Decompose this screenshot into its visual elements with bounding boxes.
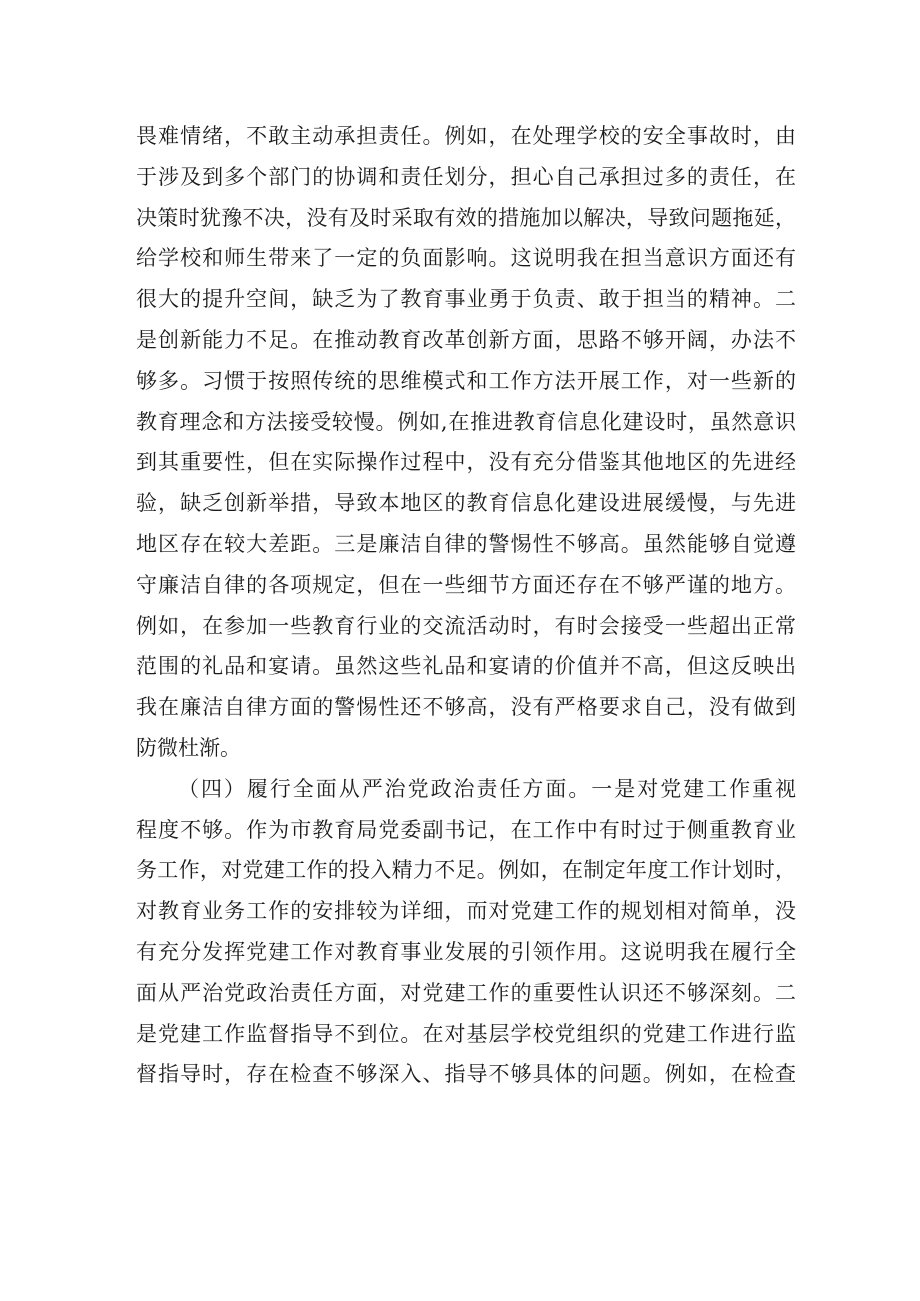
text-line: 对教育业务工作的安排较为详细，而对党建工作的规划相对简单，没 (136, 899, 796, 924)
text-line: 够多。习惯于按照传统的思维模式和工作方法开展工作，对一些新的 (136, 368, 796, 393)
text-line: 有充分发挥党建工作对教育事业发展的引领作用。这说明我在履行全 (136, 939, 796, 964)
text-line: 防微杜渐。 (136, 735, 241, 760)
text-line: 程度不够。作为市教育局党委副书记，在工作中有时过于侧重教育业 (136, 817, 796, 842)
text-line: 决策时犹豫不决，没有及时采取有效的措施加以解决，导致问题拖延， (136, 205, 796, 230)
body-text (136, 116, 796, 1095)
text-line: 到其重要性，但在实际操作过程中，没有充分借鉴其他地区的先进经 (136, 450, 796, 475)
text-line: 范围的礼品和宴请。虽然这些礼品和宴请的价值并不高，但这反映出 (136, 654, 796, 679)
text-line: 是党建工作监督指导不到位。在对基层学校党组织的党建工作进行监 (136, 1021, 796, 1046)
paragraph-1 (136, 116, 796, 769)
text-line: 守廉洁自律的各项规定，但在一些细节方面还存在不够严谨的地方。 (136, 572, 796, 597)
text-line: 于涉及到多个部门的协调和责任划分，担心自己承担过多的责任，在 (136, 164, 796, 189)
text-line: 我在廉洁自律方面的警惕性还不够高，没有严格要求自己，没有做到 (136, 695, 796, 720)
text-line: 例如，在参加一些教育行业的交流活动时，有时会接受一些超出正常 (136, 613, 796, 638)
text-line: 畏难情绪，不敢主动承担责任。例如，在处理学校的安全事故时，由 (136, 124, 796, 148)
paragraph-2 (136, 769, 796, 1095)
text-line: 教育理念和方法接受较慢。例如,在推进教育信息化建设时，虽然意识 (136, 409, 796, 434)
text-line: 督指导时，存在检查不够深入、指导不够具体的问题。例如，在检查 (136, 1062, 796, 1087)
text-line: 地区存在较大差距。三是廉洁自律的警惕性不够高。虽然能够自觉遵 (136, 531, 796, 556)
text-line: 务工作，对党建工作的投入精力不足。例如，在制定年度工作计划时， (136, 858, 796, 883)
text-line: 验，缺乏创新举措，导致本地区的教育信息化建设进展缓慢，与先进 (136, 491, 796, 516)
text-line: 是创新能力不足。在推动教育改革创新方面，思路不够开阔，办法不 (136, 327, 796, 352)
text-line: 给学校和师生带来了一定的负面影响。这说明我在担当意识方面还有 (136, 246, 796, 271)
text-line: 面从严治党政治责任方面，对党建工作的重要性认识还不够深刻。二 (136, 980, 796, 1005)
text-line: 很大的提升空间，缺乏为了教育事业勇于负责、敢于担当的精神。二 (136, 287, 796, 312)
text-line: （四）履行全面从严治党政治责任方面。一是对党建工作重视 (178, 776, 796, 801)
